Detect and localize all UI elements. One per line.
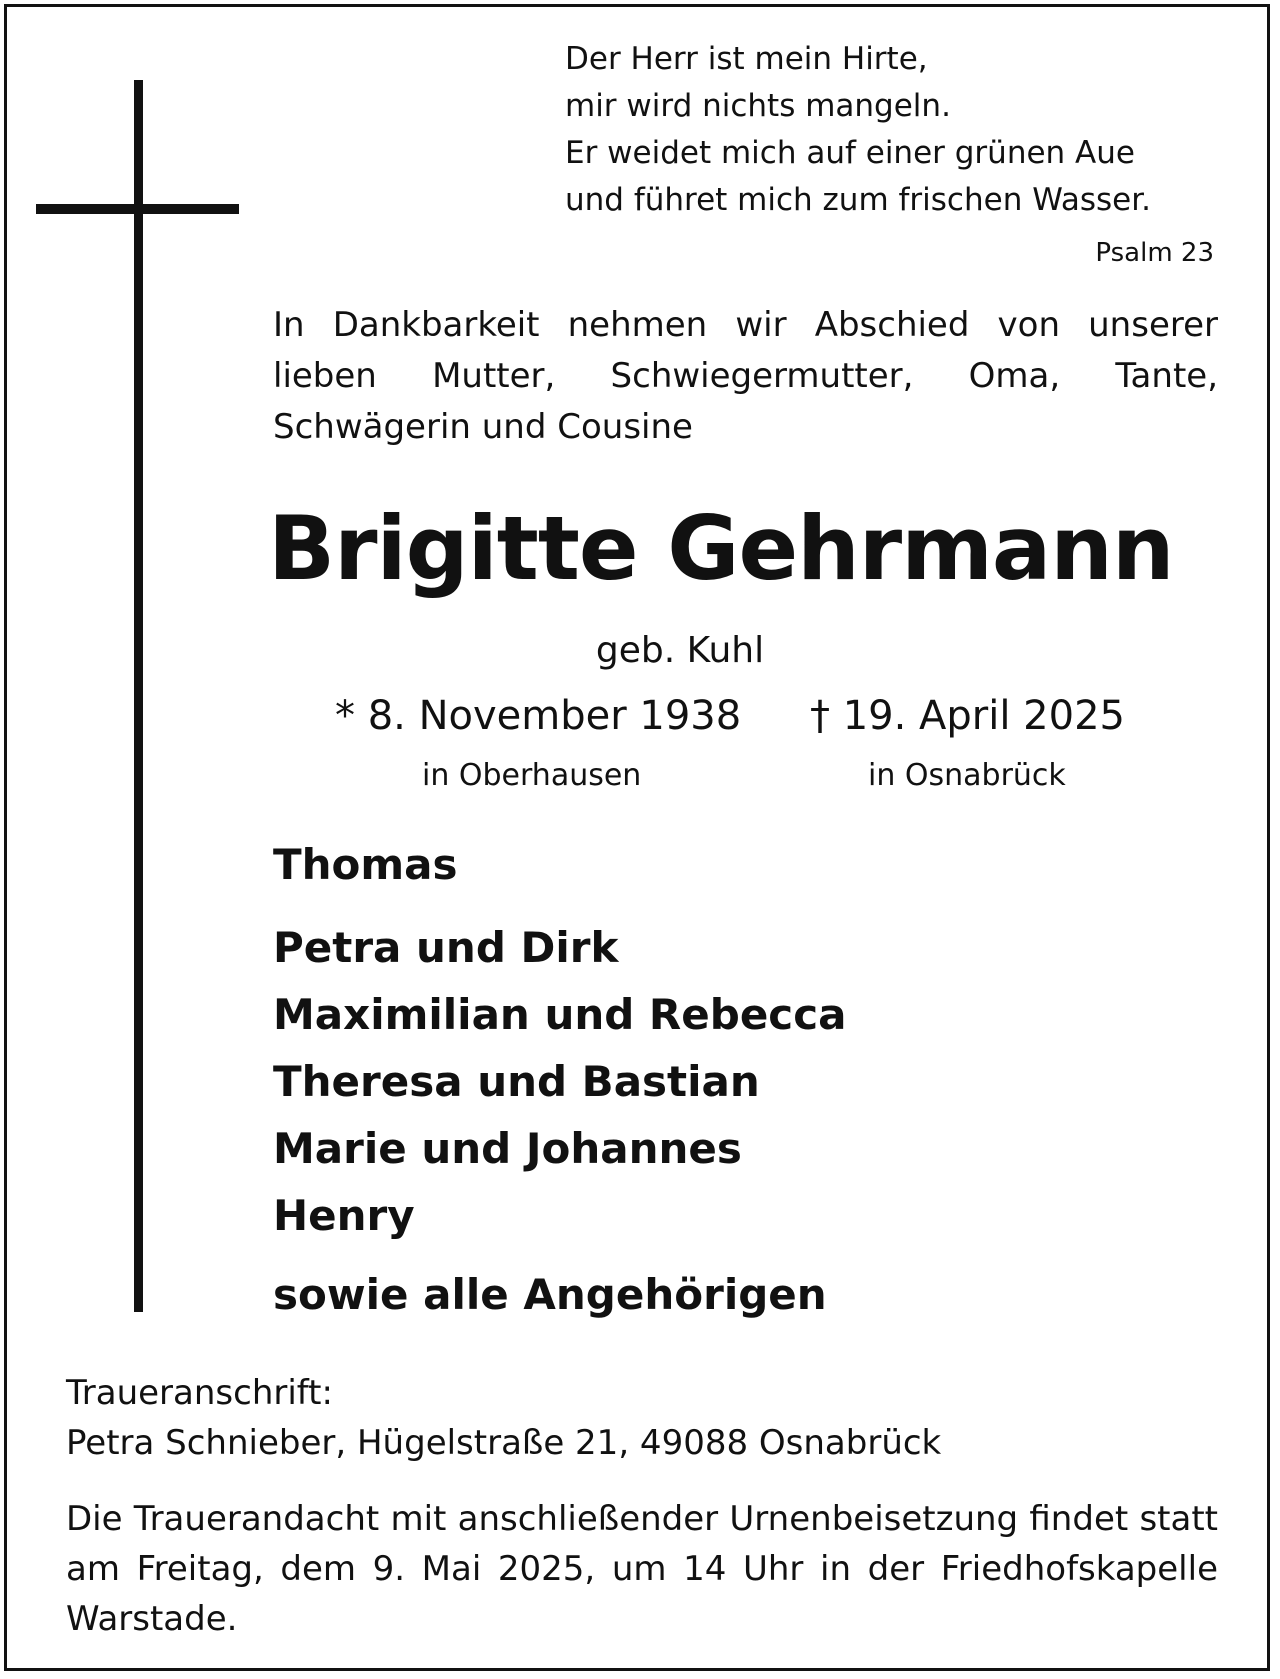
psalm-line: Er weidet mich auf einer grünen Aue bbox=[565, 135, 1135, 171]
birth-date: * 8. November 1938 bbox=[335, 693, 742, 739]
address-value: Petra Schnieber, Hügelstraße 21, 49088 Osnabrück bbox=[66, 1423, 942, 1463]
death-place: in Osnabrück bbox=[868, 758, 1066, 793]
mourner-name: Henry bbox=[273, 1191, 415, 1240]
psalm-line: mir wird nichts mangeln. bbox=[565, 88, 951, 124]
mourner-name: sowie alle Angehörigen bbox=[273, 1270, 827, 1319]
mourner-name: Maximilian und Rebecca bbox=[273, 990, 847, 1039]
death-date: † 19. April 2025 bbox=[810, 693, 1125, 739]
mourner-name: Theresa und Bastian bbox=[273, 1057, 760, 1106]
psalm-quote bbox=[565, 36, 1215, 224]
psalm-reference: Psalm 23 bbox=[1095, 238, 1214, 268]
address-label: Traueranschrift: bbox=[66, 1373, 333, 1413]
birth-place: in Oberhausen bbox=[422, 758, 642, 793]
mourner-name: Thomas bbox=[273, 840, 458, 889]
cross-vertical-bar bbox=[134, 80, 143, 1312]
ceremony-text: Die Trauerandacht mit anschließender Urnenbeisetzung findet statt am Freitag, dem 9. Mai 2025, um 14 Uhr in der Friedhofskapelle Warstade. bbox=[66, 1499, 1218, 1639]
cross-horizontal-bar bbox=[36, 204, 239, 214]
mourner-name: Petra und Dirk bbox=[273, 923, 619, 972]
mourner-name: Marie und Johannes bbox=[273, 1124, 742, 1173]
maiden-name: geb. Kuhl bbox=[595, 630, 765, 671]
intro-text: In Dankbarkeit nehmen wir Abschied von unserer lieben Mutter, Schwiegermutter, Oma, Tante, Schwägerin und Cousine bbox=[273, 305, 1218, 447]
psalm-line: und führet mich zum frischen Wasser. bbox=[565, 182, 1151, 218]
psalm-line: Der Herr ist mein Hirte, bbox=[565, 41, 928, 77]
deceased-name: Brigitte Gehrmann bbox=[268, 497, 1174, 600]
